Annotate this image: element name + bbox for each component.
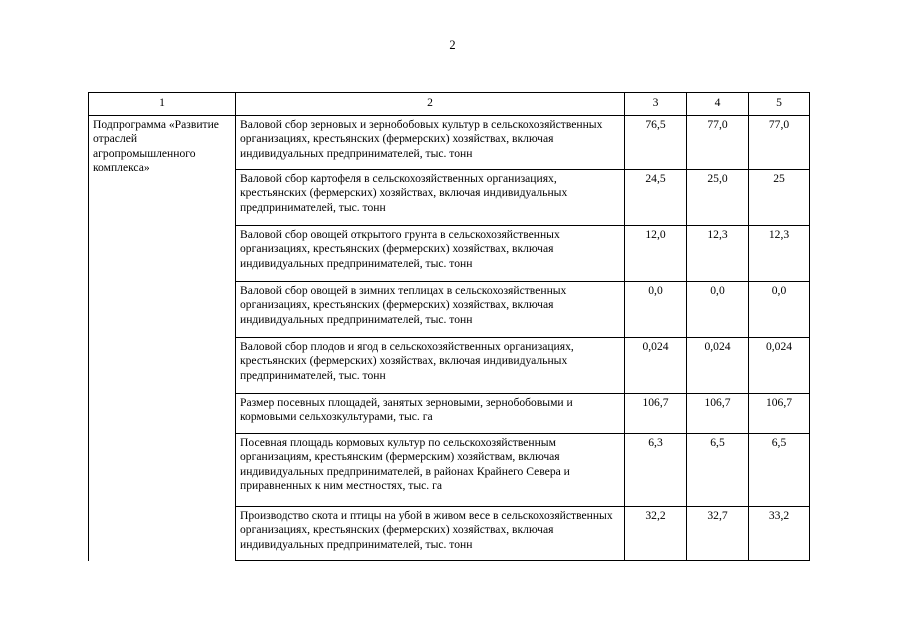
indicator-description: Валовой сбор зерновых и зернобобовых культур в сельскохозяйственных организациях, крестьянских (фермерских) хозяйствах, включая индивидуальных предпринимателей, тыс. тонн [236, 116, 625, 170]
indicator-description: Валовой сбор плодов и ягод в сельскохозяйственных организациях, крестьянских (фермерских) хозяйствах, включая индивидуальных предпринимателей, тыс. тонн [236, 338, 625, 394]
indicators-table [88, 92, 810, 561]
table-header-row [89, 93, 810, 116]
indicator-description: Валовой сбор овощей открытого грунта в сельскохозяйственных организациях, крестьянских (фермерских) хозяйствах, включая индивидуальных предпринимателей, тыс. тонн [236, 226, 625, 282]
value-col-3: 0,024 [625, 338, 687, 394]
value-col-5: 0,0 [749, 282, 810, 338]
value-col-4: 32,7 [687, 507, 749, 561]
value-col-5: 106,7 [749, 394, 810, 434]
indicator-description: Валовой сбор картофеля в сельскохозяйственных организациях, крестьянских (фермерских) хозяйствах, включая индивидуальных предпринимателей, тыс. тонн [236, 170, 625, 226]
page-number: 2 [449, 38, 456, 52]
value-col-4: 0,0 [687, 282, 749, 338]
section-label: Подпрограмма «Развитие отраслей агропромышленного комплекса» [89, 116, 236, 561]
value-col-3: 12,0 [625, 226, 687, 282]
column-header-5: 5 [749, 93, 810, 116]
indicator-description: Валовой сбор овощей в зимних теплицах в сельскохозяйственных организациях, крестьянских (фермерских) хозяйствах, включая индивидуальных предпринимателей, тыс. тонн [236, 282, 625, 338]
value-col-5: 25 [749, 170, 810, 226]
value-col-4: 0,024 [687, 338, 749, 394]
column-header-1: 1 [89, 93, 236, 116]
value-col-4: 106,7 [687, 394, 749, 434]
indicator-description: Производство скота и птицы на убой в живом весе в сельскохозяйственных организациях, крестьянских (фермерских) хозяйствах, включая индивидуальных предпринимателей, тыс. тонн [236, 507, 625, 561]
value-col-3: 24,5 [625, 170, 687, 226]
value-col-3: 6,3 [625, 434, 687, 507]
value-col-4: 25,0 [687, 170, 749, 226]
value-col-5: 0,024 [749, 338, 810, 394]
value-col-5: 77,0 [749, 116, 810, 170]
value-col-3: 106,7 [625, 394, 687, 434]
value-col-4: 6,5 [687, 434, 749, 507]
column-header-3: 3 [625, 93, 687, 116]
value-col-3: 76,5 [625, 116, 687, 170]
value-col-5: 33,2 [749, 507, 810, 561]
value-col-5: 12,3 [749, 226, 810, 282]
value-col-4: 77,0 [687, 116, 749, 170]
value-col-3: 32,2 [625, 507, 687, 561]
value-col-3: 0,0 [625, 282, 687, 338]
table-row [89, 116, 810, 170]
column-header-4: 4 [687, 93, 749, 116]
value-col-4: 12,3 [687, 226, 749, 282]
value-col-5: 6,5 [749, 434, 810, 507]
indicator-description: Размер посевных площадей, занятых зерновыми, зернобобовыми и кормовыми сельхозкультурами, тыс. га [236, 394, 625, 434]
indicator-description: Посевная площадь кормовых культур по сельскохозяйственным организациям, крестьянским (фермерским) хозяйствам, включая индивидуальных предпринимателей, в районах Крайнего Севера и приравненных к ним местностях, тыс. га [236, 434, 625, 507]
column-header-2: 2 [236, 93, 625, 116]
